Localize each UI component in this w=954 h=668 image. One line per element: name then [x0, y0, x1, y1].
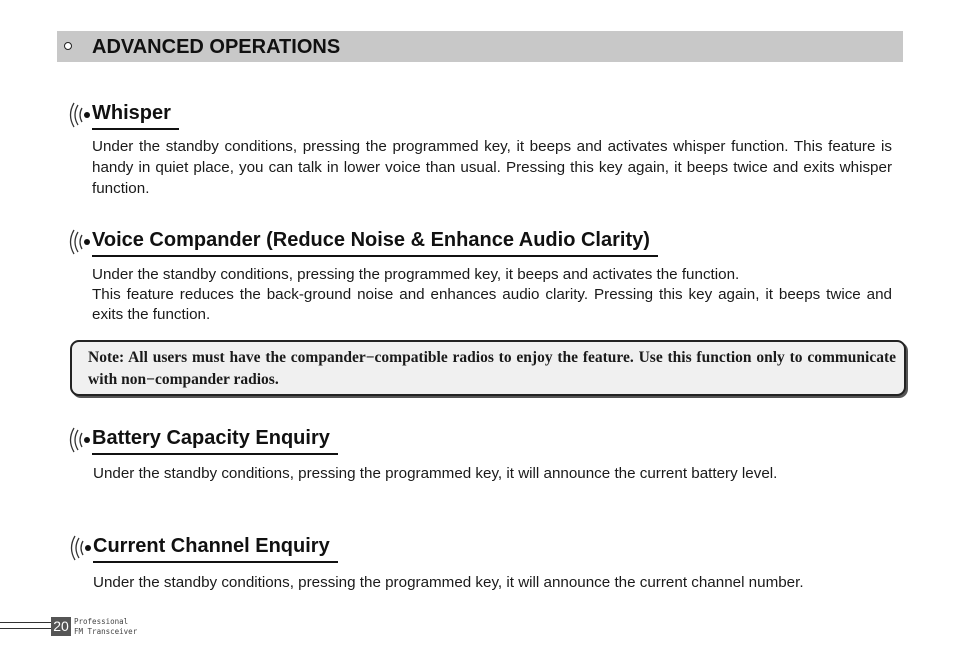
- paragraph: Under the standby conditions, pressing the programmed key, it beeps and activates whisper function. This feature is handy in quiet place, you can talk in lower voice than usual. Pressing this key again, it beeps twice and exits whisper function.: [92, 138, 892, 197]
- section-body-current-channel: [93, 572, 892, 593]
- section-body-whisper: [92, 136, 892, 199]
- signal-wave-icon: [67, 533, 93, 563]
- paragraph: Under the standby conditions, pressing the programmed key, it beeps and activates the function.: [92, 266, 740, 283]
- bullet-circle-icon: [64, 42, 72, 50]
- footer-rule: [0, 619, 52, 633]
- signal-wave-icon: [66, 227, 92, 257]
- footer-caption-line: Professional: [74, 617, 129, 626]
- paragraph: This feature reduces the back-ground noise and enhances audio clarity. Pressing this key again, it beeps twice and exits the function.: [92, 286, 892, 323]
- footer-rule-line: [0, 628, 52, 629]
- page-title: ADVANCED OPERATIONS: [92, 36, 341, 58]
- page-number: 20: [51, 617, 71, 636]
- heading-text: Current Channel Enquiry: [93, 535, 338, 563]
- paragraph: Under the standby conditions, pressing the programmed key, it will announce the current battery level.: [93, 465, 778, 482]
- heading-text: Battery Capacity Enquiry: [92, 427, 338, 455]
- footer-caption: [74, 617, 137, 637]
- heading-text: Whisper: [92, 102, 179, 130]
- heading-text: Voice Compander (Reduce Noise & Enhance Audio Clarity): [92, 229, 658, 257]
- section-body-voice-compander: [92, 265, 892, 325]
- footer-caption-line: FM Transceiver: [74, 627, 138, 636]
- section-body-battery-capacity: [93, 463, 892, 484]
- note-box: [70, 340, 906, 396]
- section-header-bar: [57, 31, 903, 62]
- paragraph: Under the standby conditions, pressing the programmed key, it will announce the current channel number.: [93, 574, 804, 591]
- signal-wave-icon: [66, 100, 92, 130]
- note-text: Note: All users must have the compander−compatible radios to enjoy the feature. Use this function only to communicate with non−compander radios.: [88, 349, 896, 388]
- footer-rule-line: [0, 622, 52, 623]
- signal-wave-icon: [66, 425, 92, 455]
